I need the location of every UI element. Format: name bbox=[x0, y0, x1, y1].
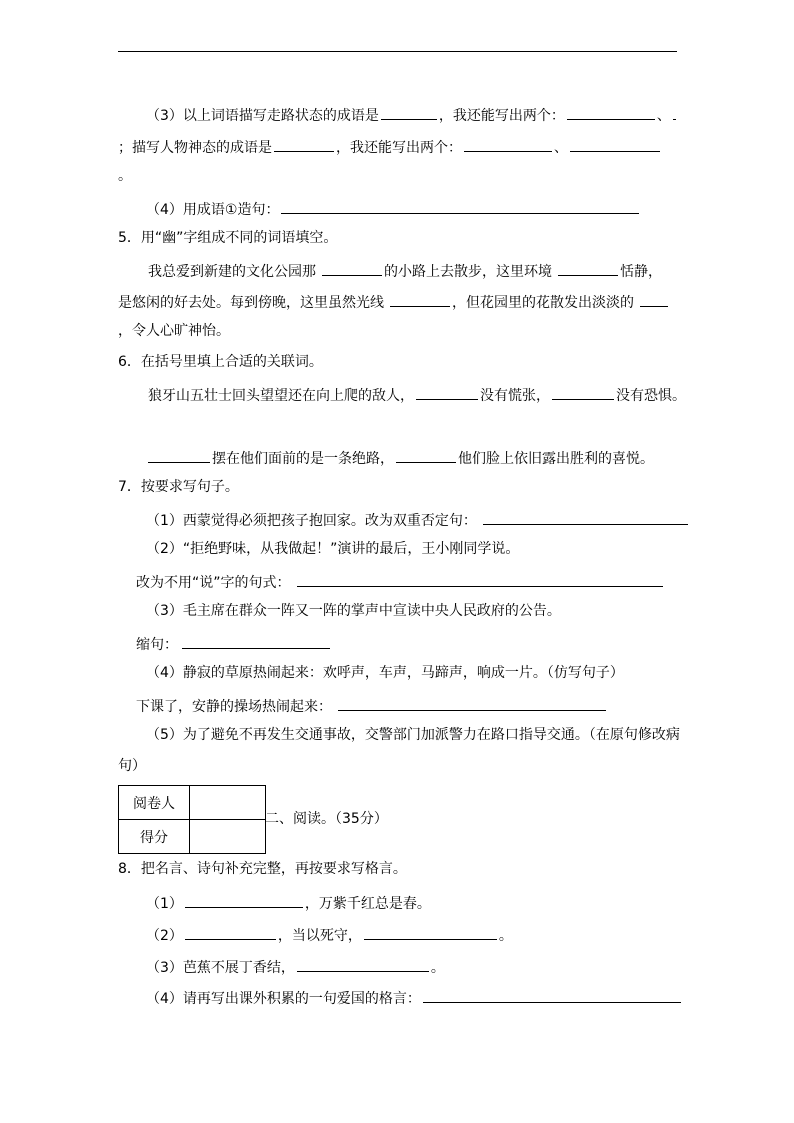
reviewer-label: 阅卷人 bbox=[119, 786, 190, 820]
q8-s2 bbox=[146, 924, 513, 942]
answer-blank[interactable] bbox=[640, 291, 668, 307]
answer-blank[interactable] bbox=[464, 136, 552, 152]
header-rule bbox=[118, 51, 677, 52]
text: （3）芭蕉不展丁香结， bbox=[146, 960, 295, 976]
q7-s4-answer bbox=[136, 695, 608, 713]
answer-blank[interactable] bbox=[297, 571, 663, 587]
answer-blank[interactable] bbox=[322, 260, 382, 276]
q8-s1 bbox=[146, 892, 431, 910]
text: （1）西蒙觉得必须把孩子抱回家。改为双重否定句： bbox=[146, 513, 477, 529]
text: （4）用成语①造句： bbox=[146, 202, 280, 218]
q6-title: 6．在括号里填上合适的关联词。 bbox=[118, 354, 323, 370]
answer-blank[interactable] bbox=[396, 447, 456, 463]
text: 改为不用“说”字的句式： bbox=[136, 575, 291, 591]
reviewer-field[interactable] bbox=[190, 786, 266, 820]
q5-line1 bbox=[148, 260, 662, 278]
text: （4）请再写出课外积累的一句爱国的格言： bbox=[146, 991, 421, 1007]
text: 恬静， bbox=[620, 264, 662, 280]
text: 的小路上去散步，这里环境 bbox=[384, 264, 552, 280]
answer-blank[interactable] bbox=[148, 447, 210, 463]
text: （1） bbox=[146, 896, 183, 912]
answer-blank[interactable] bbox=[185, 892, 303, 908]
score-field[interactable] bbox=[190, 820, 266, 854]
answer-blank[interactable] bbox=[338, 695, 606, 711]
section-2-heading: 二、阅读。（35分） bbox=[265, 811, 388, 827]
q7-title: 7．按要求写句子。 bbox=[118, 479, 239, 495]
text: ，但花园里的花散发出淡淡的 bbox=[452, 295, 634, 311]
q7-s3: （3）毛主席在群众一阵又一阵的掌声中宣读中央人民政府的公告。 bbox=[146, 603, 561, 619]
text: 没有慌张， bbox=[480, 388, 550, 404]
answer-blank[interactable] bbox=[483, 509, 688, 525]
text: 。 bbox=[430, 960, 445, 976]
q5-line3: ，令人心旷神怡。 bbox=[118, 323, 230, 339]
q7-s2-answer bbox=[136, 571, 665, 589]
answer-blank[interactable] bbox=[570, 136, 660, 152]
text: 。 bbox=[498, 928, 513, 944]
text: ，我还能写出两个： bbox=[336, 140, 462, 156]
text: 摆在他们面前的是一条绝路， bbox=[212, 451, 394, 467]
answer-blank[interactable] bbox=[552, 384, 614, 400]
score-table bbox=[118, 785, 266, 854]
answer-blank[interactable] bbox=[274, 136, 334, 152]
text: 缩句： bbox=[136, 637, 178, 653]
text: 狼牙山五壮士回头望望还在向上爬的敌人， bbox=[148, 388, 414, 404]
q4-part3-line2 bbox=[118, 136, 662, 154]
text: 、 bbox=[656, 108, 671, 124]
answer-blank[interactable] bbox=[390, 291, 450, 307]
text: 他们脸上依旧露出胜利的喜悦。 bbox=[458, 451, 654, 467]
text: 下课了，安静的操场热闹起来： bbox=[136, 699, 332, 715]
q7-s3-answer bbox=[136, 633, 332, 651]
answer-blank[interactable] bbox=[558, 260, 618, 276]
q6-line2 bbox=[146, 447, 654, 465]
text: （2） bbox=[146, 928, 183, 944]
q7-s2: （2）“拒绝野味，从我做起！”演讲的最后，王小刚同学说。 bbox=[146, 541, 520, 557]
q4-part3-line1 bbox=[146, 104, 678, 122]
answer-blank[interactable] bbox=[364, 924, 497, 940]
q7-s5-cont: 句） bbox=[118, 758, 146, 774]
q4-part3-line3: 。 bbox=[118, 168, 132, 184]
text: 没有恐惧。 bbox=[616, 388, 686, 404]
q5-title: 5．用“幽”字组成不同的词语填空。 bbox=[118, 230, 338, 246]
q6-line1 bbox=[148, 384, 686, 402]
text: （3）以上词语描写走路状态的成语是 bbox=[146, 108, 379, 124]
answer-blank[interactable] bbox=[673, 104, 676, 120]
answer-blank[interactable] bbox=[182, 633, 330, 649]
q8-s3 bbox=[146, 956, 445, 974]
text: 我总爱到新建的文化公园那 bbox=[148, 264, 316, 280]
text: ；描写人物神态的成语是 bbox=[118, 140, 272, 156]
q5-line2 bbox=[118, 291, 670, 309]
text: ，我还能写出两个： bbox=[438, 108, 565, 124]
q8-title: 8．把名言、诗句补充完整，再按要求写格言。 bbox=[118, 861, 407, 877]
text: 、 bbox=[554, 140, 568, 156]
answer-blank[interactable] bbox=[297, 956, 429, 972]
score-label: 得分 bbox=[119, 820, 190, 854]
answer-blank[interactable] bbox=[416, 384, 478, 400]
answer-blank[interactable] bbox=[423, 987, 681, 1003]
q7-s5: （5）为了避免不再发生交通事故，交警部门加派警力在路口指导交通。（在原句修改病 bbox=[146, 727, 680, 743]
q7-s4: （4）静寂的草原热闹起来：欢呼声，车声，马蹄声，响成一片。（仿写句子） bbox=[146, 665, 624, 681]
answer-blank[interactable] bbox=[381, 104, 437, 120]
q8-s4 bbox=[146, 987, 683, 1005]
text: ，万紫千红总是春。 bbox=[304, 896, 431, 912]
answer-blank[interactable] bbox=[185, 924, 276, 940]
answer-blank[interactable] bbox=[281, 198, 639, 214]
q7-s1 bbox=[146, 509, 690, 527]
q4-part4 bbox=[146, 198, 641, 216]
text: 是悠闲的好去处。每到傍晚，这里虽然光线 bbox=[118, 295, 384, 311]
answer-blank[interactable] bbox=[567, 104, 655, 120]
text: ，当以死守， bbox=[277, 928, 362, 944]
